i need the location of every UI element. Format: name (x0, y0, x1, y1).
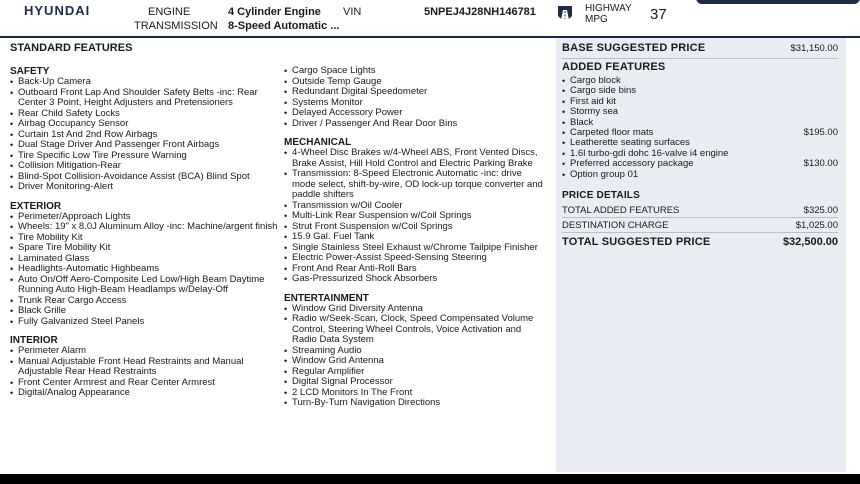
exterior-title: EXTERIOR (10, 200, 62, 212)
vin-label: VIN (343, 6, 362, 18)
highway-mpg-value: 37 (650, 6, 667, 23)
safety-title: SAFETY (10, 66, 50, 77)
feature-item: • Black Grille (10, 306, 282, 317)
feature-item: • Outside Temp Gauge (284, 77, 546, 88)
feature-item: • Front Center Armrest and Rear Center Armrest (10, 378, 282, 389)
price-details-header (562, 190, 838, 201)
safety-list (10, 77, 282, 193)
pricing-panel (556, 38, 846, 472)
added-feature-label: • First aid kit (570, 95, 616, 107)
highway-mpg-label (585, 3, 632, 25)
added-feature-item (562, 107, 838, 117)
pricing-divider (562, 217, 838, 218)
price-details-title: PRICE DETAILS (562, 190, 640, 201)
vin-value: 5NPEJ4J28NH146781 (424, 6, 536, 18)
pricing-divider (562, 232, 838, 233)
total-added-row (562, 205, 838, 216)
feature-item: • 15.9 Gal. Fuel Tank (284, 232, 546, 243)
base-price-value: $31,150.00 (790, 43, 838, 54)
feature-item: • Auto On/Off Aero-Composite Led Low/High Beam Daytime Running Auto High-Beam Headlamps w/Delay-Off (10, 275, 282, 296)
feature-item: • Tire Mobility Kit (10, 233, 282, 244)
interior-title: INTERIOR (10, 335, 58, 346)
added-feature-label: • Cargo block (570, 75, 621, 86)
feature-item: • Streaming Audio (284, 346, 546, 357)
feature-item: • Fully Galvanized Steel Panels (10, 317, 282, 328)
interior-continued-list (284, 66, 546, 129)
added-feature-label: • Preferred accessory package (570, 158, 694, 170)
added-features-title: ADDED FEATURES (562, 61, 666, 73)
standard-features-title: STANDARD FEATURES (10, 42, 133, 54)
feature-item: • Electric Power-Assist Speed-Sensing Steering (284, 253, 546, 264)
added-feature-price: $195.00 (803, 127, 838, 139)
feature-item: • Cargo Space Lights (284, 66, 546, 77)
added-feature-label: • Option group 01 (570, 168, 639, 180)
feature-item: • Blind-Spot Collision-Avoidance Assist (BCA) Blind Spot (10, 172, 282, 183)
transmission-label: TRANSMISSION (134, 20, 218, 32)
feature-item: • Airbag Occupancy Sensor (10, 119, 282, 130)
added-features-list (562, 76, 838, 180)
base-price-label: BASE SUGGESTED PRICE (562, 42, 706, 54)
feature-item: • Rear Child Safety Locks (10, 109, 282, 120)
feature-item: • Wheels: 19" x 8.0J Aluminum Alloy -inc: Machine/argent finish (10, 222, 282, 233)
base-price-row (562, 42, 838, 54)
feature-item: • Outboard Front Lap And Shoulder Safety Belts -inc: Rear Center 3 Point, Height Adjusters and Pretensioners (10, 88, 282, 109)
feature-item: • Headlights-Automatic Highbeams (10, 264, 282, 275)
entertainment-title: ENTERTAINMENT (284, 292, 369, 304)
total-added-value: $325.00 (803, 205, 838, 216)
added-feature-label: • 1.6l turbo-gdi dohc 16-valve i4 engine (570, 147, 729, 159)
destination-label: DESTINATION CHARGE (562, 220, 669, 231)
feature-item: • Gas-Pressurized Shock Absorbers (284, 274, 546, 285)
entertainment-list (284, 304, 546, 409)
feature-item: • Redundant Digital Speedometer (284, 87, 546, 98)
features-column-left (10, 66, 282, 399)
feature-item: • Front And Rear Anti-Roll Bars (284, 264, 546, 275)
added-feature-label: • Cargo side bins (570, 85, 637, 97)
engine-label: ENGINE (148, 6, 191, 18)
brand-logo: HYUNDAI (24, 3, 91, 18)
feature-item: • Single Stainless Steel Exhaust w/Chrome Tailpipe Finisher (284, 243, 546, 254)
interior-list (10, 346, 282, 399)
destination-value: $1,025.00 (795, 220, 838, 231)
feature-item: • Driver Monitoring-Alert (10, 182, 282, 193)
feature-item: • Digital/Analog Appearance (10, 388, 282, 399)
feature-item: • Transmission w/Oil Cooler (284, 201, 546, 212)
feature-item: • Strut Front Suspension w/Coil Springs (284, 222, 546, 233)
standard-features (10, 42, 548, 462)
transmission-value: 8-Speed Automatic ... (228, 20, 340, 32)
highway-label: HIGHWAY (585, 3, 632, 14)
total-added-label: TOTAL ADDED FEATURES (562, 205, 680, 216)
feature-item: • Window Grid Diversity Antenna (284, 304, 546, 315)
feature-item: • Perimeter/Approach Lights (10, 212, 282, 223)
feature-item: • Collision Mitigation-Rear (10, 161, 282, 172)
feature-item: • Laminated Glass (10, 254, 282, 265)
added-feature-label: • Black (570, 116, 594, 128)
mechanical-title: MECHANICAL (284, 137, 352, 148)
features-column-right (284, 66, 546, 409)
total-price-value: $32,500.00 (782, 236, 838, 248)
feature-item: • Digital Signal Processor (284, 377, 546, 388)
header-accent-tab (696, 0, 860, 4)
mechanical-list (284, 148, 546, 285)
feature-item: • 4-Wheel Disc Brakes w/4-Wheel ABS, Front Vented Discs, Brake Assist, Hill Hold Control and Electric Parking Brake (284, 148, 546, 169)
added-feature-label: • Carpeted floor mats (570, 127, 654, 139)
window-sticker-header (0, 0, 860, 36)
feature-item: • Driver / Passenger And Rear Door Bins (284, 119, 546, 130)
added-feature-label: • Leatherette seating surfaces (570, 137, 690, 149)
feature-item: • Radio w/Seek-Scan, Clock, Speed Compensated Volume Control, Steering Wheel Controls, Voice Activation and Radio Data System (284, 314, 546, 346)
added-feature-label: • Stormy sea (570, 106, 619, 118)
feature-item: • Turn-By-Turn Navigation Directions (284, 398, 546, 409)
feature-item: • Dual Stage Driver And Passenger Front Airbags (10, 140, 282, 151)
feature-item: • Transmission: 8-Speed Electronic Automatic -inc: drive mode select, shift-by-wire, OD lock-up torque converter and paddle shifters (284, 169, 546, 201)
feature-item: • Spare Tire Mobility Kit (10, 243, 282, 254)
feature-item: • 2 LCD Monitors In The Front (284, 388, 546, 399)
feature-item: • Window Grid Antenna (284, 356, 546, 367)
added-feature-price: $130.00 (803, 158, 838, 170)
feature-item: • Regular Amplifier (284, 367, 546, 378)
total-price-label: TOTAL SUGGESTED PRICE (562, 236, 711, 248)
feature-item: • Trunk Rear Cargo Access (10, 296, 282, 307)
destination-row (562, 220, 838, 231)
feature-item: • Curtain 1st And 2nd Row Airbags (10, 130, 282, 141)
feature-item: • Delayed Accessory Power (284, 108, 546, 119)
feature-item: • Back-Up Camera (10, 77, 282, 88)
highway-icon (556, 4, 574, 24)
mpg-label: MPG (585, 14, 608, 25)
feature-item: • Manual Adjustable Front Head Restraints and Manual Adjustable Rear Head Restraints (10, 357, 282, 378)
feature-item: • Perimeter Alarm (10, 346, 282, 357)
feature-item: • Systems Monitor (284, 98, 546, 109)
added-feature-item (562, 170, 838, 180)
added-features-header (562, 61, 838, 73)
total-price-row (562, 236, 838, 248)
exterior-list (10, 212, 282, 328)
pricing-divider (562, 58, 838, 59)
bottom-border (0, 474, 860, 484)
engine-value: 4 Cylinder Engine (228, 6, 321, 18)
feature-item: • Tire Specific Low Tire Pressure Warning (10, 151, 282, 162)
feature-item: • Multi-Link Rear Suspension w/Coil Springs (284, 211, 546, 222)
